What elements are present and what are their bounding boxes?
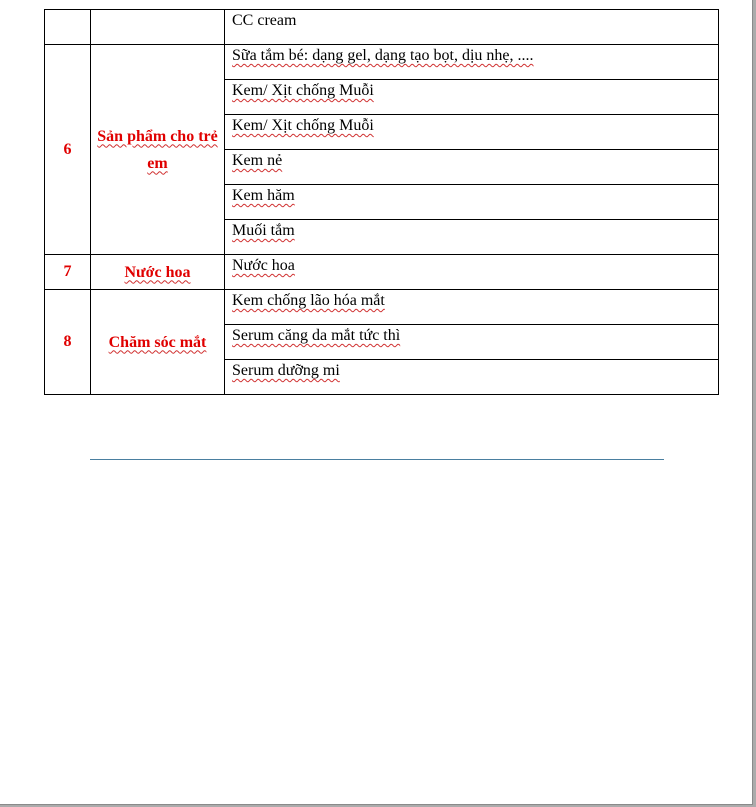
- number-cell: [45, 10, 91, 45]
- item-cell: [225, 220, 719, 255]
- item-cell: [225, 115, 719, 150]
- item-text: Kem/ Xịt chống Muỗi: [232, 82, 374, 99]
- item-text: Muối tắm: [232, 222, 295, 239]
- item-cell: [225, 80, 719, 115]
- item-text: Kem nẻ: [232, 152, 283, 169]
- item-cell: [225, 290, 719, 325]
- item-text: Nước hoa: [232, 257, 295, 274]
- product-table: [44, 9, 719, 395]
- item-cell: [225, 185, 719, 220]
- category-text: Nước hoa: [124, 263, 191, 281]
- category-cell: [91, 290, 225, 395]
- footer-separator-line: [90, 459, 664, 460]
- item-text: Serum dưỡng mi: [232, 362, 340, 379]
- number-cell: 7: [45, 255, 91, 290]
- item-text: Serum căng da mắt tức thì: [232, 327, 401, 344]
- item-cell: [225, 325, 719, 360]
- number-cell: 6: [45, 45, 91, 255]
- number-cell: 8: [45, 290, 91, 395]
- table-row: [45, 10, 719, 45]
- category-text: Sản phẩm cho trẻ em: [97, 127, 218, 172]
- table-row: [45, 255, 719, 290]
- item-cell: [225, 10, 719, 45]
- item-cell: [225, 45, 719, 80]
- item-cell: [225, 150, 719, 185]
- item-cell: [225, 360, 719, 395]
- table-row: [45, 290, 719, 325]
- item-text: CC cream: [232, 12, 297, 29]
- category-text: Chăm sóc mắt: [108, 333, 207, 351]
- item-cell: [225, 255, 719, 290]
- item-text: Sữa tắm bé: dạng gel, dạng tạo bọt, dịu nhẹ, ....: [232, 47, 534, 64]
- item-text: Kem hăm: [232, 187, 295, 204]
- category-cell: [91, 45, 225, 255]
- category-cell: [91, 255, 225, 290]
- item-text: Kem chống lão hóa mắt: [232, 292, 385, 309]
- category-cell: [91, 10, 225, 45]
- table-row: [45, 45, 719, 80]
- item-text: Kem/ Xịt chống Muỗi: [232, 117, 374, 134]
